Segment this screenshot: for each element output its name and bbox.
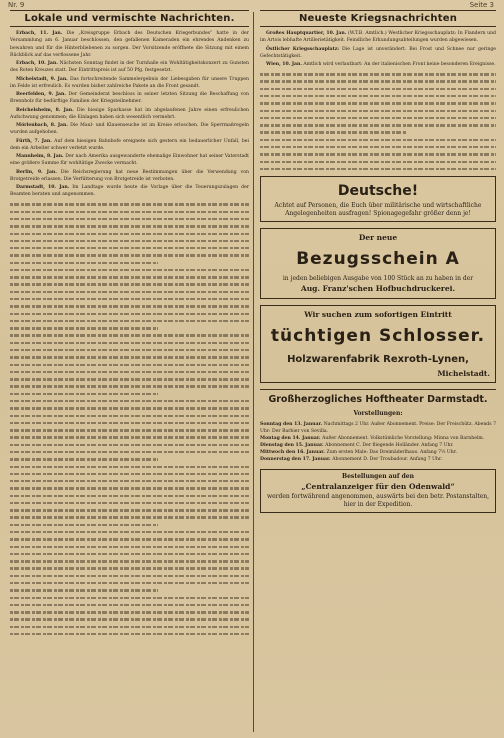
article-paragraph [10,169,249,184]
right-column [260,10,496,734]
theater-program-text: Nachmittags 2 Uhr. Außer Abonnement. Preise: Der Freischütz. Abends 7 Uhr: Der Barbier von Sevilla. [260,421,496,435]
article-dateline: Reichelsheim, 8. Jan. [16,107,74,113]
illegible-text-line [10,320,249,322]
illegible-text-line [10,233,249,235]
illegible-text-line [10,313,249,315]
illegible-text-line [10,283,249,285]
article-dateline: Berlin, 9. Jan. [16,169,57,175]
illegible-text-line [10,327,158,329]
illegible-text-line [10,524,158,526]
illegible-text-line [10,487,249,489]
theater-program-day: Montag den 14. Januar. [260,436,323,442]
article-paragraph [260,61,496,68]
illegible-text-line [260,168,496,170]
ad-schlosser [260,305,496,383]
illegible-text-line [10,364,249,366]
illegible-text-line [10,407,249,409]
illegible-text-line [10,495,249,497]
article-text: Die Lage ist unverändert. Bei Frost und Schnee nur geringe Gefechtstätigkeit. [260,46,496,59]
ad-bezugsschein-line1: Der neue [358,233,398,243]
illegible-text-line [10,276,249,278]
illegible-text-line [10,466,249,468]
illegible-text-line [10,458,158,460]
article-dateline: Darmstadt, 10. Jan. [16,185,70,190]
theater-title: Großherzogliches Hoftheater Darmstadt. [260,389,496,407]
article-text: Der Gemeinderat beschloss in seiner letzten Sitzung die Beschaffung von Brennholz für bedürftige Familien der Kriegsteilnehmer. [10,92,249,105]
article-dateline: Mörlenbach, 8. Jan. [16,123,68,128]
illegible-text-line [10,298,249,300]
illegible-text-line [10,240,249,242]
illegible-text-line [10,553,249,555]
illegible-text-line [260,153,496,155]
illegible-text-line [10,538,249,540]
ad-bezugsschein [260,228,496,299]
article-dateline: Beerfelden, 9. Jan. [16,92,66,97]
article-text: (W.T.B. Amtlich.) Westlicher Kriegsschauplatz: In Flandern und im Artois lebhafte Artillerietätigkeit. Feindliche Erkundungsabteilungen wurden abgewiesen. [260,31,496,44]
illegible-text-line [10,597,249,599]
illegible-text-line [10,567,249,569]
illegible-text-line [10,247,249,249]
illegible-text-line [10,509,249,511]
illegible-text-line [10,626,249,628]
article-text: Im Landtage wurde heute die Vorlage über die Teuerungszulagen der Beamten beraten und angenommen. [10,185,249,198]
illegible-text-line [10,254,249,256]
illegible-text-line [10,422,249,424]
illegible-text-line [260,117,496,119]
ad-bestellungen-line2: „Centralanzeiger für den Odenwald“ [301,481,455,491]
war-news-headline: Neueste Kriegsnachrichten [260,10,496,27]
article-text: Der nach Amerika ausgewanderte ehemalige Einwohner hat seiner Vaterstadt eine größere Summe für wohltätige Zwecke vermacht. [10,154,249,167]
illegible-text-line [10,291,249,293]
illegible-text-line [10,305,249,307]
article-text: Nächsten Sonntag findet in der Turnhalle ein Wohltätigkeitskonzert zu Gunsten des Roten Kreuzes statt. Der Eintrittspreis ist auf 50 Pfg. festgesetzt. [10,61,249,74]
illegible-text-line [10,371,249,373]
ad-bezugsschein-title: Bezugsschein A [296,249,460,270]
theater-program-line [260,435,496,442]
illegible-text-line [10,589,158,591]
article-paragraph [10,138,249,153]
article-dateline: Östlicher Kriegsschauplatz: [266,46,340,52]
illegible-text-line [10,415,249,417]
illegible-text-line [10,342,249,344]
ad-bestellungen [260,469,496,513]
article-text: Die Reichsregierung hat neue Bestimmungen über die Verwendung von Brotgetreide erlassen. Die Verfütterung von Brotgetreide ist verboten. [10,169,249,182]
ad-bezugsschein-printer: Aug. Franz'schen Hofbuchdruckerei. [300,284,456,294]
illegible-text-line [10,203,249,205]
theater-program-text: Abonnement D. Der Troubadour. Anfang 7 Uhr. [332,457,443,463]
theater-program-day: Donnerstag den 17. Januar. [260,457,333,463]
article-text-continuation [10,203,249,635]
illegible-text-line [10,436,249,438]
illegible-text-line [10,262,158,264]
illegible-text-line [260,161,496,163]
article-paragraph [10,91,249,106]
article-text: Die Maul- und Klauenseuche ist im Kreise erloschen. Die Sperrmaßregeln wurden aufgehoben. [10,123,249,136]
theater-program-line [260,449,496,456]
illegible-text-line [10,604,249,606]
illegible-text-line [10,378,249,380]
illegible-text-line [10,349,249,351]
war-news-continuation [260,73,496,170]
article-paragraph [10,30,249,59]
column-rule [253,12,254,732]
ad-bezugsschein-text: in jeden beliebigen Ausgabe von 100 Stück an zu haben in der [282,275,474,283]
illegible-text-line [10,480,249,482]
theater-program-text: Zum ersten Male: Das Dreimäderlhaus. Anfang 7½ Uhr. [326,450,457,456]
theater-program-day: Dienstag den 15. Januar. [260,443,326,449]
theater-program-text: Außer Abonnement. Volkstümliche Vorstellung: Minna von Barnhelm. [322,436,485,442]
local-news-headline: Lokale und vermischte Nachrichten. [10,10,249,27]
article-paragraph [10,107,249,122]
article-text: Auf dem hiesigen Bahnhofe ereignete sich gestern ein bedauerlicher Unfall, bei dem ein Arbeiter schwer verletzt wurde. [10,138,249,151]
article-dateline: Erbach, 11. Jan. [16,31,63,36]
illegible-text-line [260,131,406,133]
illegible-text-line [260,95,496,97]
article-dateline: Wien, 10. Jan. [266,62,302,67]
theater-program-text: Abonnement C. Der fliegende Holländer. Anfang 7 Uhr. [325,443,454,449]
ad-deutsche-text: Achtet auf Personen, die Euch über militärische und wirtschaftliche Angelegenheiten ausfragen! Spionagegefahr größer denn je! [274,202,482,218]
ad-schlosser-company: Holzwarenfabrik Rexroth-Lynen, [287,353,469,365]
theater-program-line [260,442,496,449]
theater-program-day: Sonntag den 13. Januar. [260,421,324,427]
illegible-text-line [10,218,249,220]
article-paragraph [10,60,249,75]
article-dateline: Erbach, 10. Jan. [16,61,58,66]
illegible-text-line [10,400,249,402]
illegible-text-line [10,269,249,271]
article-paragraph [260,46,496,61]
ad-deutsche-title: Deutsche! [337,183,419,200]
illegible-text-line [10,502,249,504]
illegible-text-line [10,575,249,577]
illegible-text-line [10,211,249,213]
illegible-text-line [260,88,496,90]
theater-subtitle: Vorstellungen: [353,410,403,418]
theater-program [260,421,496,464]
ad-bestellungen-text: werden fortwährend angenommen, auswärts bei den betr. Postanstalten, hier in der Expedition. [266,492,490,508]
illegible-text-line [10,393,158,395]
theater-program-line [260,421,496,435]
illegible-text-line [10,546,249,548]
illegible-text-line [10,444,249,446]
left-column [10,10,249,734]
theater-program-day: Mittwoch den 16. Januar. [260,450,327,456]
illegible-text-line [10,618,249,620]
article-text: Die „Kreisgruppe Erbach des Deutschen Kriegerbundes“ hatte in der Versammlung am 6. Januar beschlossen, den gefallenen Kameraden ein ehrendes Andenken zu bewahren und für die Hinterbliebenen zu sorgen. Der Vorsitzende eröffnete die Sitzung mit einem Rückblick auf das verflossene Jahr. [10,31,249,58]
theater-program-line [260,456,496,463]
article-dateline: Großes Hauptquartier, 10. Jan. [266,31,347,36]
illegible-text-line [260,146,496,148]
article-paragraph [260,30,496,45]
illegible-text-line [260,139,496,141]
illegible-text-line [10,582,249,584]
ad-schlosser-place: Michelstadt. [437,368,490,378]
article-text: Die hiesige Sparkasse hat im abgelaufenen Jahre einen erfreulichen Aufschwung genommen; die Einlagen haben sich wesentlich vermehrt. [10,107,249,120]
article-dateline: Mannheim, 8. Jan. [16,154,64,159]
local-news-body [10,30,249,199]
illegible-text-line [10,516,249,518]
ad-deutsche [260,176,496,222]
illegible-text-line [260,73,496,75]
ad-schlosser-line1: Wir suchen zum sofortigen Eintritt [304,310,452,320]
illegible-text-line [10,356,249,358]
article-text: Das fortschreitende Sammelergebnis der Liebesgaben für unsere Truppen im Felde ist erfreulich. Es wurden bisher zahlreiche Pakete an die Front gesandt. [10,76,249,89]
illegible-text-line [10,385,249,387]
article-paragraph [10,122,249,137]
illegible-text-line [260,110,496,112]
illegible-text-line [260,80,496,82]
ad-bestellungen-line1: Bestellungen auf den [342,472,414,480]
illegible-text-line [10,451,249,453]
article-paragraph [10,153,249,168]
illegible-text-line [10,560,249,562]
illegible-text-line [10,334,249,336]
illegible-text-line [10,633,249,635]
article-paragraph [10,184,249,199]
illegible-text-line [10,531,249,533]
war-news-body [260,30,496,68]
illegible-text-line [10,473,249,475]
illegible-text-line [260,124,496,126]
illegible-text-line [10,611,249,613]
article-text: Amtlich wird verlautbart: An der italienischen Front keine besonderen Ereignisse. [301,62,496,67]
ad-schlosser-title: tüchtigen Schlosser. [270,325,486,346]
article-dateline: Fürth, 7. Jan. [16,138,52,144]
illegible-text-line [260,102,496,104]
page-number: Nr. 9 [8,1,25,9]
article-paragraph [10,76,249,91]
illegible-text-line [10,225,249,227]
illegible-text-line [10,429,249,431]
page-side: Seite 3 [469,1,494,9]
article-dateline: Michelstadt, 9. Jan. [16,76,68,82]
